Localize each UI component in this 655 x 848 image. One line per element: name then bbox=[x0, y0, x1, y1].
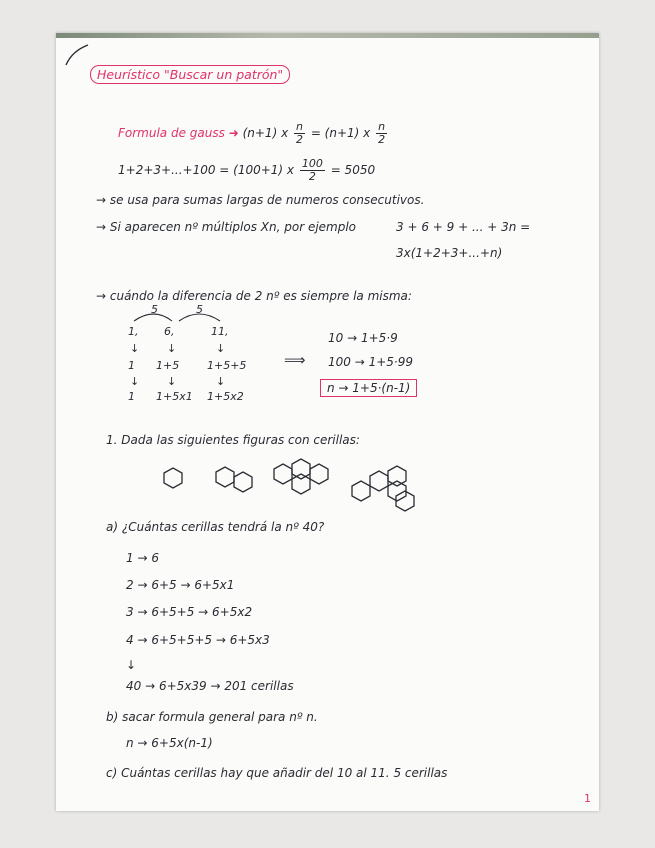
question-b: b) sacar formula general para nº n. bbox=[106, 710, 318, 724]
note-line-2-result: 3x(1+2+3+...+n) bbox=[396, 246, 503, 260]
exercise-heading: 1. Dada las siguientes figuras con cerillas: bbox=[106, 433, 360, 447]
page-title: Heurístico "Buscar un patrón" bbox=[90, 65, 290, 84]
sequence-item: 6, bbox=[164, 325, 175, 338]
gauss-example-right: = 5050 bbox=[330, 163, 376, 177]
multiplied-item: 1+5x1 bbox=[156, 390, 193, 403]
question-c: c) Cuántas cerillas hay que añadir del 10 al 11. 5 cerillas bbox=[106, 766, 448, 780]
pattern-example-1: 10 → 1+5·9 bbox=[328, 331, 398, 345]
down-arrow-icon: ↓ bbox=[130, 342, 140, 355]
answer-b: n → 6+5x(n-1) bbox=[126, 736, 213, 750]
step-line: 4 → 6+5+5+5 → 6+5x3 bbox=[126, 633, 270, 647]
step-line: ↓ bbox=[126, 658, 137, 672]
gauss-fraction-2: $\frac{n}{2}$ bbox=[378, 120, 386, 146]
question-a: a) ¿Cuántas cerillas tendrá la nº 40? bbox=[106, 520, 325, 534]
pattern-general-formula: n → 1+5·(n-1) bbox=[320, 379, 417, 397]
hexagon-figure-4 bbox=[352, 481, 370, 501]
difference-label-2: 5 bbox=[196, 303, 203, 316]
multiplied-item: 1 bbox=[128, 390, 135, 403]
hexagon-figure-2 bbox=[216, 467, 234, 487]
gauss-example-fraction: $\frac{100}{2}$ bbox=[301, 157, 323, 183]
pattern-example-2: 100 → 1+5·99 bbox=[328, 355, 413, 369]
page-number: 1 bbox=[584, 792, 591, 805]
step-line: 2 → 6+5 → 6+5x1 bbox=[126, 578, 235, 592]
step-line: 1 → 6 bbox=[126, 551, 159, 565]
sequence-item: 1, bbox=[128, 325, 139, 338]
note-line-1: → se usa para sumas largas de numeros consecutivos. bbox=[96, 193, 425, 207]
gauss-formula-mid: = (n+1) x bbox=[310, 126, 371, 140]
step-line: 3 → 6+5+5 → 6+5x2 bbox=[126, 605, 253, 619]
note-line-2-example: 3 + 6 + 9 + ... + 3n = bbox=[396, 220, 531, 234]
hexagon-figure-3 bbox=[274, 464, 292, 484]
down-arrow-icon: ↓ bbox=[216, 342, 226, 355]
down-arrow-icon: ↓ bbox=[216, 375, 226, 388]
hexagon-figure-1 bbox=[164, 468, 182, 488]
expansion-item: 1 bbox=[128, 359, 135, 372]
match-figures bbox=[56, 33, 599, 533]
note-line-3: → cuándo la diferencia de 2 nº es siempre la misma: bbox=[96, 289, 412, 303]
gauss-label: Formula de gauss bbox=[118, 126, 225, 140]
gauss-fraction: $\frac{n}{2}$ bbox=[295, 120, 303, 146]
difference-label-1: 5 bbox=[151, 303, 158, 316]
notebook-page bbox=[56, 33, 599, 811]
multiplied-item: 1+5x2 bbox=[207, 390, 244, 403]
implies-icon: ⟹ bbox=[284, 351, 306, 369]
step-line: 40 → 6+5x39 → 201 cerillas bbox=[126, 679, 294, 693]
expansion-item: 1+5 bbox=[156, 359, 180, 372]
down-arrow-icon: ↓ bbox=[130, 375, 140, 388]
note-line-2: → Si aparecen nº múltiplos Xn, por ejemplo bbox=[96, 220, 357, 234]
down-arrow-icon: ↓ bbox=[167, 375, 177, 388]
sequence-item: 11, bbox=[211, 325, 229, 338]
expansion-item: 1+5+5 bbox=[207, 359, 247, 372]
arrow-icon: ➜ bbox=[228, 126, 239, 140]
gauss-formula-left: (n+1) x bbox=[242, 126, 289, 140]
down-arrow-icon: ↓ bbox=[167, 342, 177, 355]
gauss-example-left: 1+2+3+...+100 = (100+1) x bbox=[118, 163, 295, 177]
